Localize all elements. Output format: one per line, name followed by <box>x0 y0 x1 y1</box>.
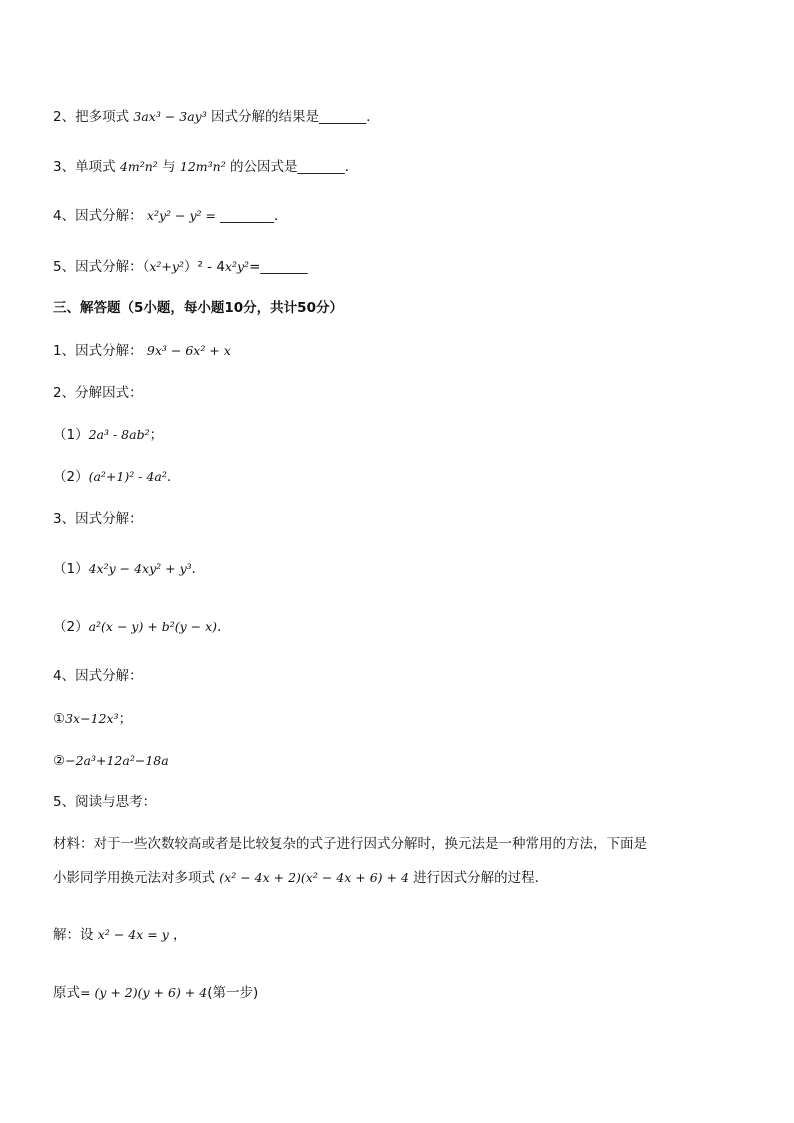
solution-line <box>53 925 187 945</box>
answer-1 <box>53 341 231 361</box>
section-title: 三、解答题（5小题，每小题10分，共计50分） <box>53 300 343 316</box>
q5-math: x²+y² <box>149 259 184 274</box>
q3-prefix: 3、单项式 <box>53 159 120 175</box>
answer-2-title: 2、分解因式： <box>53 385 143 401</box>
a1-math: 9x³ − 6x² + x <box>146 343 231 358</box>
a4p2-prefix: ② <box>53 753 66 769</box>
material2-suffix: 进行因式分解的过程． <box>408 870 549 886</box>
a4p2-math: −2a³+12a²−18a <box>65 753 169 768</box>
answer-4-title: 4、因式分解： <box>53 668 143 684</box>
step-suffix: (第一步) <box>207 985 259 1001</box>
a3p1-prefix: （1） <box>53 561 89 577</box>
a3p2-math: a²(x − y) + b²(y − x) <box>88 619 218 634</box>
a3p1-math: 4x²y − 4xy² + y³ <box>88 561 192 576</box>
sol-prefix: 解：设 <box>53 927 98 943</box>
fill-q4 <box>53 206 287 226</box>
q4-prefix: 4、因式分解： <box>53 208 147 224</box>
material-line-2 <box>53 868 548 888</box>
answer-5-title: 5、阅读与思考： <box>53 794 157 810</box>
q5-suffix: =_______ <box>249 259 308 275</box>
answer-4-part-1 <box>53 709 132 729</box>
a2p1-math: 2a³ - 8ab² <box>88 427 150 442</box>
answer-3-title: 3、因式分解： <box>53 511 143 527</box>
answer-2-part-2 <box>53 467 171 487</box>
a3p1-suffix: ． <box>191 561 206 577</box>
material2-prefix: 小影同学用换元法对多项式 <box>53 870 220 886</box>
q2-prefix: 2、把多项式 <box>53 109 134 125</box>
q2-suffix: 因式分解的结果是_______． <box>206 109 380 125</box>
a2p2-prefix: （2） <box>53 469 89 485</box>
q3-suffix: 的公因式是_______． <box>225 159 359 175</box>
a3p2-suffix: ． <box>217 619 231 635</box>
step-math: = (y + 2)(y + 6) + 4 <box>80 985 208 1000</box>
a2p2-math: (a²+1)² - 4a² <box>88 469 167 484</box>
material2-math: (x² − 4x + 2)(x² − 4x + 6) + 4 <box>219 870 409 885</box>
step-line <box>53 983 258 1003</box>
q4-suffix: ________． <box>219 208 288 224</box>
fill-q5 <box>53 257 308 277</box>
answer-2-part-1 <box>53 425 163 445</box>
a2p1-suffix: ； <box>149 427 164 443</box>
a4p1-math: 3x−12x³ <box>65 711 119 726</box>
q5-prefix: 5、因式分解：（ <box>53 259 150 275</box>
answer-3-part-1 <box>53 559 205 579</box>
step-prefix: 原式 <box>53 985 80 1001</box>
a2p1-prefix: （1） <box>53 427 89 443</box>
a3p2-prefix: （2） <box>53 619 89 635</box>
answer-4-part-2 <box>53 751 169 771</box>
fill-q2 <box>53 107 380 127</box>
a2p2-suffix: . <box>166 469 172 485</box>
q5-math2: x²y² <box>224 259 250 274</box>
q3-math1: 4m²n² <box>119 159 158 174</box>
a1-prefix: 1、因式分解： <box>53 343 147 359</box>
q5-mid: ）² - 4 <box>183 259 225 275</box>
material-line-1: 材料：对于一些次数较高或者是比较复杂的式子进行因式分解时，换元法是一种常用的方法，下面是 <box>53 836 647 852</box>
q2-math: 3ax³ − 3ay³ <box>133 109 207 124</box>
q4-math: x²y² − y² = <box>146 208 220 223</box>
q3-mid: 与 <box>157 159 180 175</box>
q3-math2: 12m³n² <box>179 159 226 174</box>
answer-3-part-2 <box>53 617 231 637</box>
sol-math: x² − 4x = y <box>97 927 169 942</box>
fill-q3 <box>53 157 358 177</box>
a4p1-prefix: ① <box>53 711 66 727</box>
a4p1-suffix: ； <box>118 711 133 727</box>
sol-suffix: ， <box>168 927 187 943</box>
